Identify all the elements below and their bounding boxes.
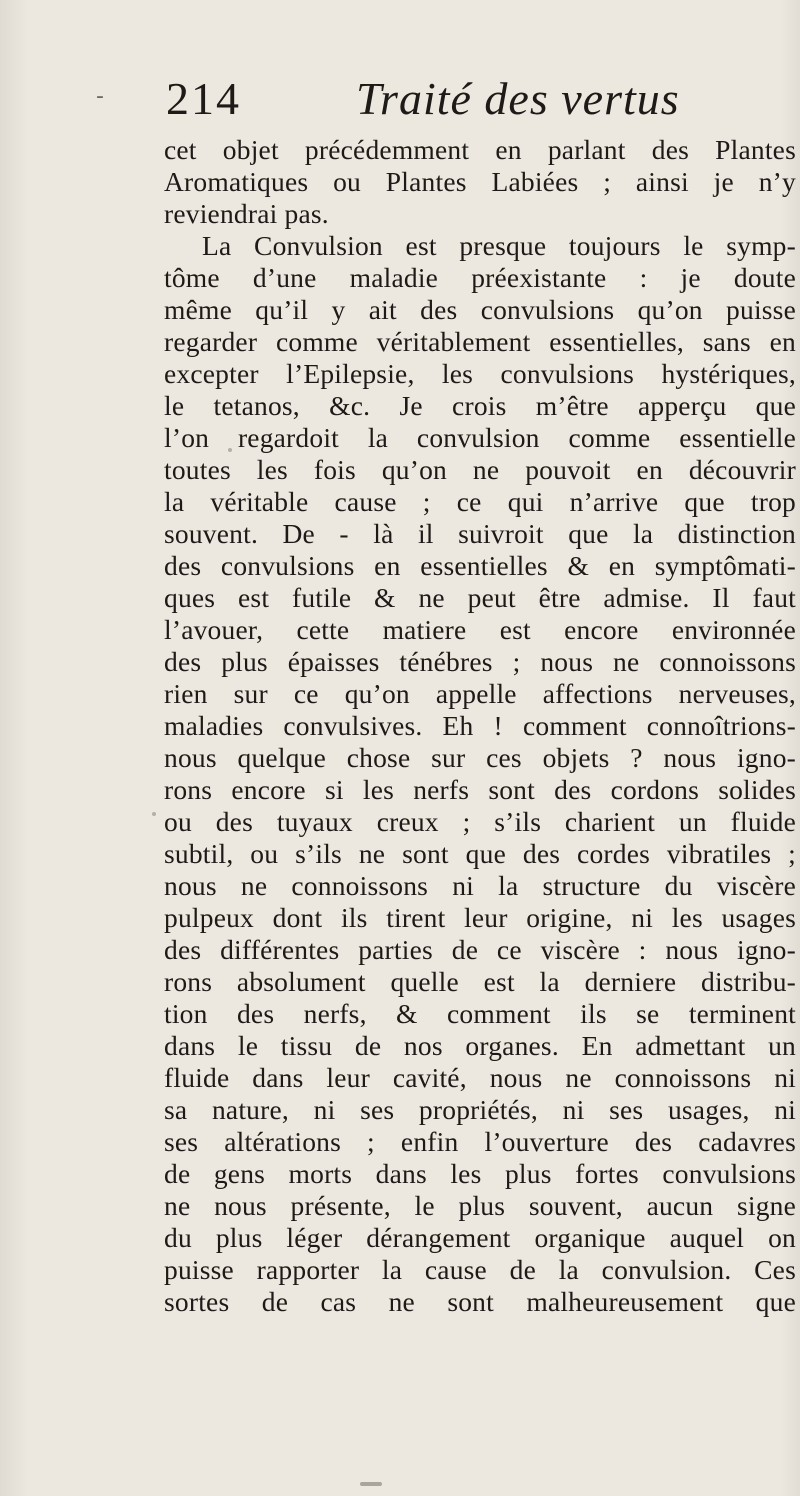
text-line: souvent. De - là il suivroit que la distinction xyxy=(164,518,796,549)
text-line: ques est futile & ne peut être admise. Il faut xyxy=(164,582,796,613)
body-text xyxy=(164,134,796,1318)
text-line: puisse rapporter la cause de la convulsion. Ces xyxy=(164,1254,796,1285)
text-line: sa nature, ni ses propriétés, ni ses usages, ni xyxy=(164,1094,796,1125)
text-line: reviendrai pas. xyxy=(164,198,329,229)
text-line: maladies convulsives. Eh ! comment connoîtrions- xyxy=(164,710,796,741)
text-line: ne nous présente, le plus souvent, aucun signe xyxy=(164,1190,796,1221)
text-line: fluide dans leur cavité, nous ne connoissons ni xyxy=(164,1062,796,1093)
ink-speck xyxy=(152,812,156,816)
text-line: la véritable cause ; ce qui n’arrive que trop xyxy=(164,486,796,517)
text-line: des plus épaisses ténébres ; nous ne connoissons xyxy=(164,646,796,677)
text-line: nous quelque chose sur ces objets ? nous igno- xyxy=(164,742,796,773)
text-line: rons absolument quelle est la derniere distribu- xyxy=(164,966,796,997)
text-line: nous ne connoissons ni la structure du viscère xyxy=(164,870,796,901)
text-line: le tetanos, &c. Je crois m’être apperçu que xyxy=(164,390,796,421)
text-line: La Convulsion est presque toujours le symp- xyxy=(202,230,796,261)
text-line: subtil, ou s’ils ne sont que des cordes vibratiles ; xyxy=(164,838,796,869)
text-line: Aromatiques ou Plantes Labiées ; ainsi je n’y xyxy=(164,166,796,197)
text-line: tôme d’une maladie préexistante : je doute xyxy=(164,262,796,293)
text-line: rons encore si les nerfs sont des cordons solides xyxy=(164,774,796,805)
text-line: regarder comme véritablement essentielles, sans en xyxy=(164,326,796,357)
margin-dash: - xyxy=(96,84,104,109)
text-line: des convulsions en essentielles & en symptômati- xyxy=(164,550,796,581)
text-line: de gens morts dans les plus fortes convulsions xyxy=(164,1158,796,1189)
text-line: rien sur ce qu’on appelle affections nerveuses, xyxy=(164,678,796,709)
text-line: l’avouer, cette matiere est encore environnée xyxy=(164,614,796,645)
page-number: 214 xyxy=(166,73,241,124)
bottom-ink-mark xyxy=(360,1482,382,1486)
text-line: des différentes parties de ce viscère : nous igno- xyxy=(164,934,796,965)
text-line: cet objet précédemment en parlant des Plantes xyxy=(164,134,796,165)
text-line: dans le tissu de nos organes. En admettant un xyxy=(164,1030,796,1061)
text-line: ses altérations ; enfin l’ouverture des cadavres xyxy=(164,1126,796,1157)
text-line: toutes les fois qu’on ne pouvoit en découvrir xyxy=(164,454,796,485)
text-line: du plus léger dérangement organique auquel on xyxy=(164,1222,796,1253)
text-line: sortes de cas ne sont malheureusement que xyxy=(164,1286,796,1317)
text-line: ou des tuyaux creux ; s’ils charient un fluide xyxy=(164,806,796,837)
text-line: même qu’il y ait des convulsions qu’on puisse xyxy=(164,294,796,325)
ink-speck xyxy=(228,448,232,452)
running-title: Traité des vertus xyxy=(356,73,680,124)
text-line: pulpeux dont ils tirent leur origine, ni les usages xyxy=(164,902,796,933)
page-header xyxy=(166,74,726,134)
text-line: l’on regardoit la convulsion comme essentielle xyxy=(164,422,796,453)
text-line: excepter l’Epilepsie, les convulsions hystériques, xyxy=(164,358,796,389)
text-line: tion des nerfs, & comment ils se terminent xyxy=(164,998,796,1029)
